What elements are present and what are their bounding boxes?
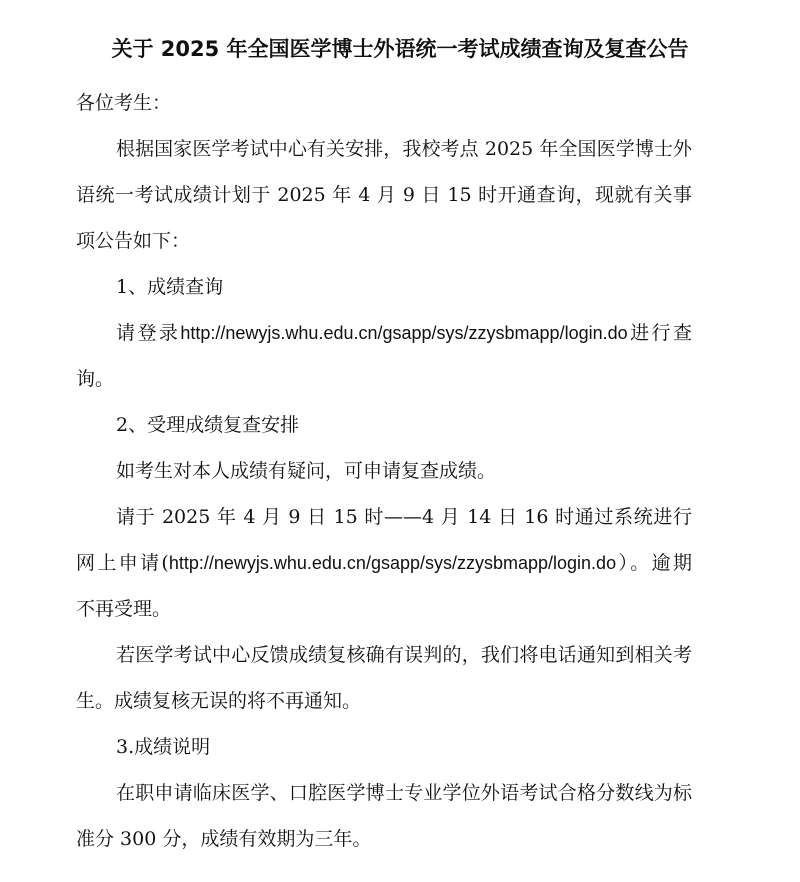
review-apply-text-before: 请于 2025 年 4 月 9 日 15 时——4 月 14 日 16 时通过系统进行网上申请( <box>76 506 692 574</box>
section-heading-review-arrangement: 2、受理成绩复查安排 <box>116 414 300 436</box>
salutation: 各位考生： <box>76 92 172 114</box>
review-apply-paragraph <box>76 494 692 632</box>
review-doubt-paragraph: 如考生对本人成绩有疑问，可申请复查成绩。 <box>116 460 497 482</box>
review-result-paragraph: 若医学考试中心反馈成绩复核确有误判的，我们将电话通知到相关考生。成绩复核无误的将不再通知。 <box>76 644 692 712</box>
login-url-link[interactable]: http://newyjs.whu.edu.cn/gsapp/sys/zzysbmapp/login.do <box>180 323 628 343</box>
intro-paragraph: 根据国家医学考试中心有关安排，我校考点 2025 年全国医学博士外语统一考试成绩计划于 2025 年 4 月 9 日 15 时开通查询，现就有关事项公告如下： <box>76 138 692 252</box>
document-title: 关于 2025 年全国医学博士外语统一考试成绩查询及复查公告 <box>111 37 689 61</box>
document-body <box>76 80 692 862</box>
score-notes-paragraph: 在职申请临床医学、口腔医学博士专业学位外语考试合格分数线为标准分 300 分，成绩有效期为三年。 <box>76 782 692 850</box>
score-query-text-before: 请登录 <box>116 322 181 344</box>
section-heading-score-query: 1、成绩查询 <box>116 276 224 298</box>
score-query-text-after: 进行查询。 <box>76 322 692 390</box>
review-apply-text-after: ）。逾期不再受理。 <box>76 552 692 620</box>
section-heading-score-notes: 3.成绩说明 <box>116 736 211 758</box>
score-query-paragraph <box>76 310 692 402</box>
review-url-link[interactable]: http://newyjs.whu.edu.cn/gsapp/sys/zzysbmapp/login.do <box>168 553 617 573</box>
